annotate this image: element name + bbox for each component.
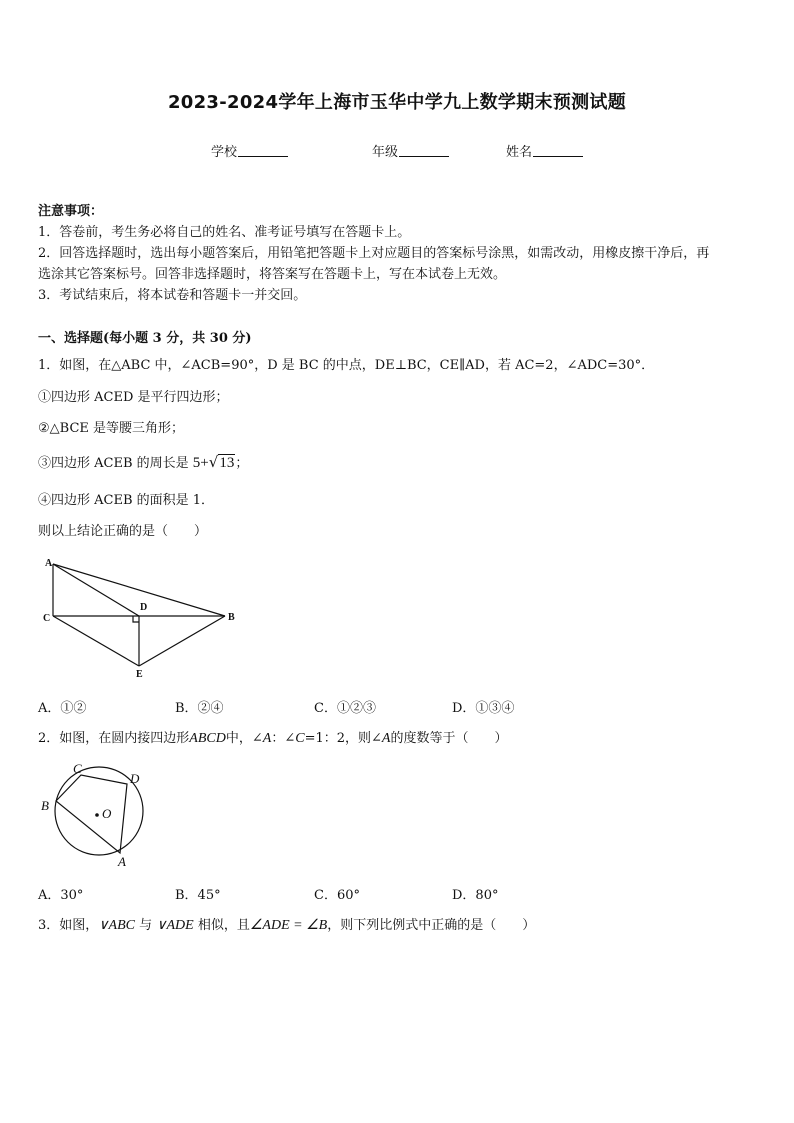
q2-stem: 2．如图，在圆内接四边形ABCD中，∠A：∠C=1：2，则∠A的度数等于（ ） — [38, 731, 508, 746]
radicand: 13 — [219, 455, 235, 471]
q1-ask: 则以上结论正确的是（ ） — [38, 524, 208, 539]
q1-option-a[interactable]: A．①② — [38, 701, 87, 716]
q2-option-b[interactable]: B．45° — [175, 888, 221, 903]
q2-option-c[interactable]: C．60° — [314, 888, 360, 903]
q1-statement-4: ④四边形 ACEB 的面积是 1． — [38, 493, 215, 508]
q1-stem: 1．如图，在△ABC 中，∠ACB=90°，D 是 BC 的中点，DE⊥BC，CE∥AD，若 AC=2，∠ADC=30°． — [38, 358, 655, 373]
notice-item-1: 1．答卷前，考生务必将自己的姓名、准考证号填写在答题卡上。 — [38, 225, 411, 240]
center-point — [95, 813, 99, 817]
q1-option-b[interactable]: B．②④ — [175, 701, 224, 716]
name-label: 姓名 — [506, 145, 533, 160]
q2-figure — [36, 758, 156, 873]
label-c: C — [43, 613, 51, 624]
segment-ce — [53, 616, 139, 666]
label-c: C — [73, 761, 82, 776]
q1-option-c[interactable]: C．①②③ — [314, 701, 376, 716]
name-field — [506, 141, 583, 160]
label-o: O — [102, 806, 112, 821]
label-d: D — [130, 771, 140, 786]
notice-item-2-cont: 选涂其它答案标号。回答非选择题时，将答案写在答题卡上，写在本试卷上无效。 — [38, 267, 507, 282]
notice-heading: 注意事项： — [38, 204, 104, 219]
segment-ad — [53, 564, 139, 616]
grade-blank — [399, 144, 449, 157]
grade-label: 年级 — [372, 145, 399, 160]
segment-eb — [139, 616, 225, 666]
notice-item-3: 3．考试结束后，将本试卷和答题卡一并交回。 — [38, 288, 307, 303]
label-e: E — [136, 669, 143, 680]
school-field — [211, 141, 288, 160]
q2-option-a[interactable]: A．30° — [38, 888, 84, 903]
q1-statement-3: ③四边形 ACEB 的周长是 5+√13； — [38, 453, 249, 471]
label-a: A — [45, 558, 53, 569]
q3-stem: 3．如图，∨ABC 与 ∨ADE 相似，且∠ADE = ∠B，则下列比例式中正确的是（ ） — [38, 918, 536, 933]
q2-option-d[interactable]: D．80° — [452, 888, 499, 903]
name-blank — [533, 144, 583, 157]
notice-item-2: 2．回答选择题时，选出每小题答案后，用铅笔把答题卡上对应题目的答案标号涂黑，如需改动，用橡皮擦干净后，再 — [38, 246, 710, 261]
q1-figure — [36, 552, 246, 682]
label-b: B — [228, 612, 235, 623]
label-b: B — [41, 798, 49, 813]
section-heading: 一、选择题(每小题 3 分，共 30 分) — [38, 331, 252, 346]
grade-field — [372, 141, 449, 160]
q1-option-d[interactable]: D．①③④ — [452, 701, 515, 716]
q1-statement-1: ①四边形 ACED 是平行四边形； — [38, 390, 229, 405]
label-d: D — [140, 602, 148, 613]
school-blank — [238, 144, 288, 157]
right-angle-mark — [133, 616, 139, 622]
page-title: 2023-2024学年上海市玉华中学九上数学期末预测试题 — [167, 92, 627, 113]
segment-ab — [53, 564, 225, 616]
label-a: A — [118, 854, 126, 869]
q1-statement-2: ②△BCE 是等腰三角形； — [38, 421, 185, 436]
school-label: 学校 — [211, 145, 238, 160]
